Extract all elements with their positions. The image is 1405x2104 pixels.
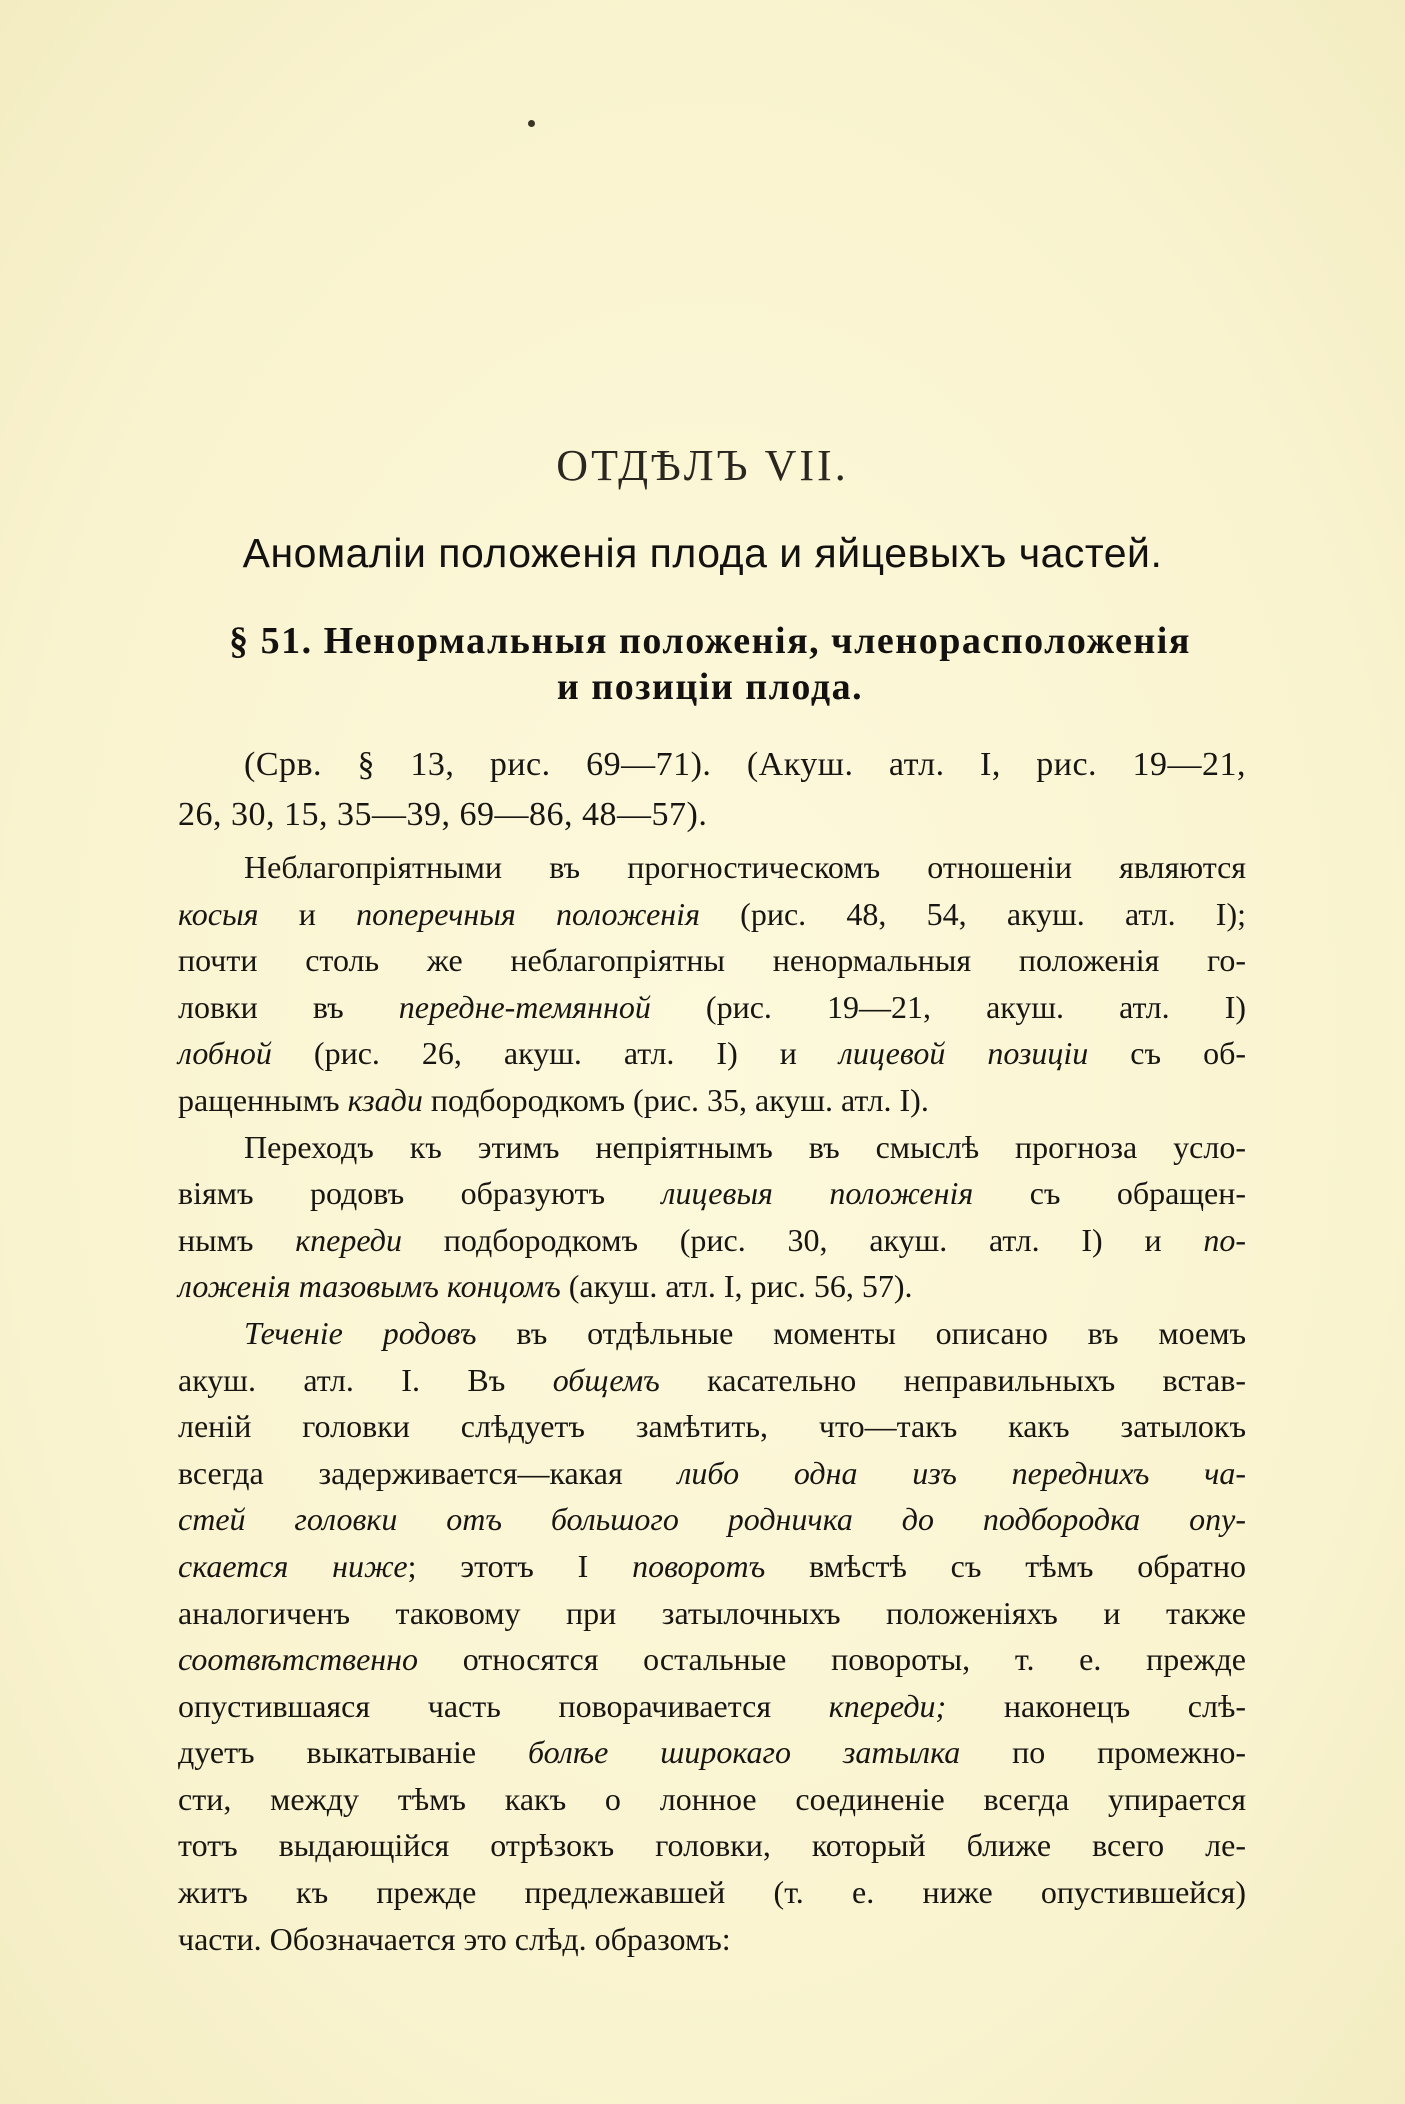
text-line: всегда задерживается—какая либо одна изъ переднихъ ча- [178, 1454, 1247, 1491]
text-line: житъ къ прежде предлежавшей (т. е. ниже опустившейся) [178, 1874, 1246, 1911]
text-line: части. Обозначается это слѣд. образомъ: [178, 1920, 731, 1957]
text-line: тотъ выдающійся отрѣзокъ головки, который ближе всего ле- [178, 1827, 1246, 1864]
text-line: почти столь же неблагопріятны ненормальныя положенія го- [178, 942, 1246, 979]
text-line: скается ниже; этотъ I поворотъ вмѣстѣ съ тѣмъ обратно [178, 1547, 1247, 1584]
text-line: сти, между тѣмъ какъ о лонное соединеніе всегда упирается [178, 1780, 1246, 1817]
text-line: нымъ кпереди подбородкомъ (рис. 30, акуш. атл. I) и по- [178, 1221, 1246, 1258]
paragraph-title-line-2: и позиціи плода. [556, 666, 864, 708]
references [178, 740, 1246, 840]
text-line: опустившаяся часть поворачивается кпереди; наконецъ слѣ- [178, 1687, 1247, 1724]
text-line: Неблагопріятными въ прогностическомъ отношеніи являются [244, 849, 1246, 885]
references-line-1: (Срв. § 13, рис. 69—71). (Акуш. атл. I, рис. 19—21, [244, 746, 1246, 783]
text-line: ловки въ передне-темянной (рис. 19—21, акуш. атл. I) [178, 988, 1247, 1025]
text-line: стей головки отъ большого родничка до подбородка опу- [178, 1501, 1246, 1538]
body-text [178, 844, 1246, 1962]
text-line: Теченіе родовъ въ отдѣльные моменты описано въ моемъ [244, 1314, 1247, 1351]
text-line: леній головки слѣдуетъ замѣтить, что—такъ какъ затылокъ [178, 1408, 1246, 1445]
text-line: аналогиченъ таковому при затылочныхъ положеніяхъ и также [178, 1594, 1246, 1631]
ink-dot [528, 120, 535, 127]
text-line: косыя и поперечныя положенія (рис. 48, 54, акуш. атл. I); [178, 895, 1246, 932]
text-line: віямъ родовъ образуютъ лицевыя положенія съ обращен- [178, 1175, 1247, 1212]
text-line: ращеннымъ кзади подбородкомъ (рис. 35, акуш. атл. I). [178, 1081, 929, 1118]
text-line: ложенія тазовымъ концомъ (акуш. атл. I, рис. 56, 57). [178, 1268, 913, 1305]
text-line: акуш. атл. I. Въ общемъ касательно неправильныхъ встав- [178, 1361, 1247, 1398]
section-heading: ОТДѢЛЪ VII. [556, 441, 849, 490]
references-line-2: 26, 30, 15, 35—39, 69—86, 48—57). [178, 796, 708, 833]
text-line: соотвѣтственно относятся остальные повороты, т. е. прежде [178, 1641, 1246, 1678]
paragraph-title-line-1: § 51. Ненормальныя положенія, членорасположенія [229, 620, 1191, 662]
text-line: лобной (рис. 26, акуш. атл. I) и лицевой позиціи съ об- [178, 1035, 1246, 1072]
chapter-title: Аномаліи положенія плода и яйцевыхъ частей. [242, 530, 1163, 576]
text-line: Переходъ къ этимъ непріятнымъ въ смыслѣ прогноза усло- [244, 1128, 1246, 1165]
text-line: дуетъ выкатываніе болѣе широкаго затылка по промежно- [178, 1734, 1246, 1771]
paragraph-title [170, 618, 1250, 710]
